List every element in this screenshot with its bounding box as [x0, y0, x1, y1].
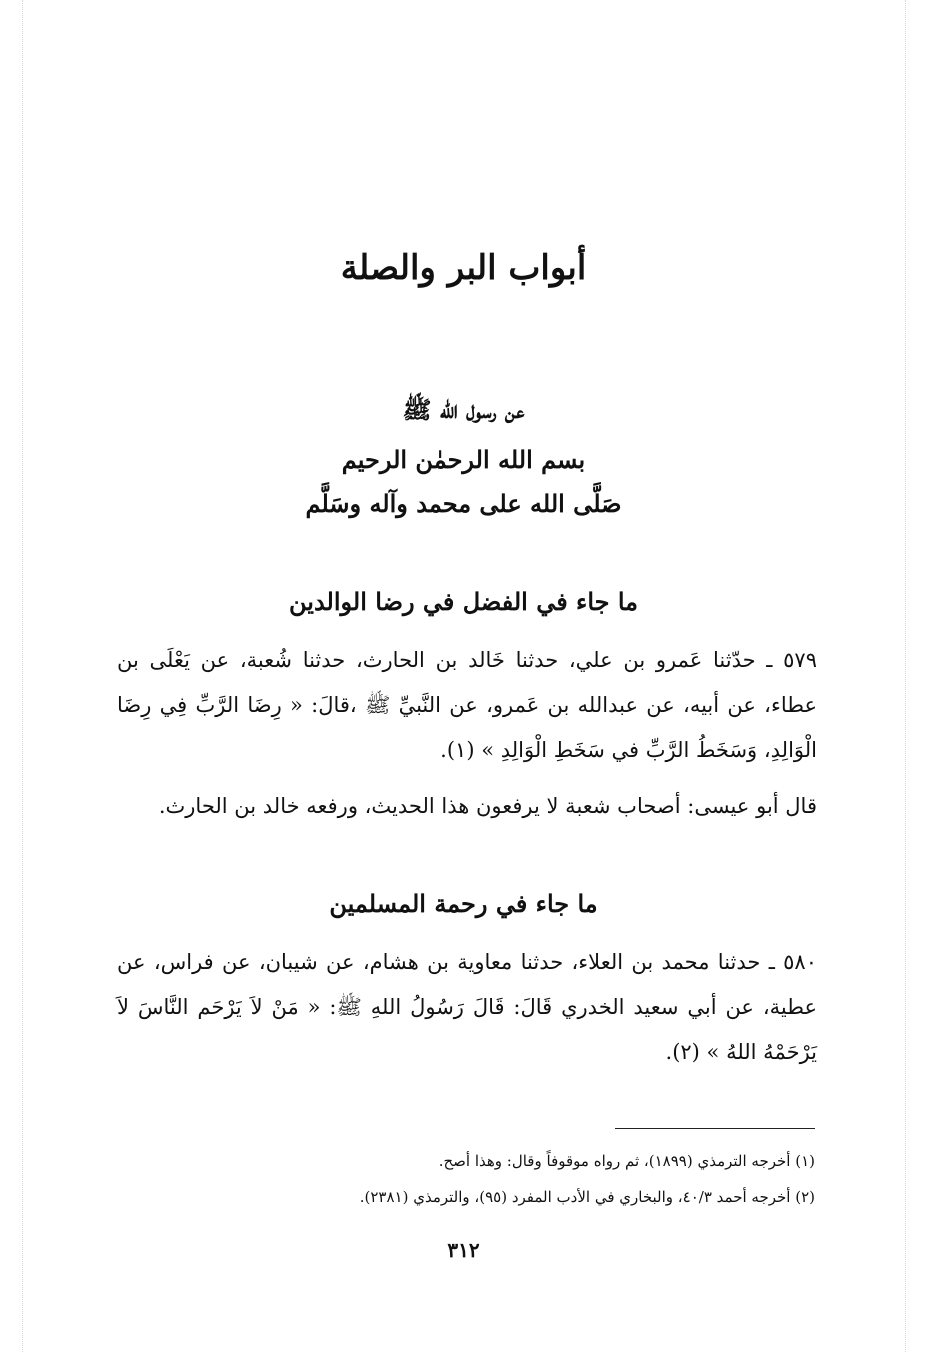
section-heading-mercy: ما جاء في رحمة المسلمين — [329, 889, 598, 918]
invocation-line-3: صَلَّى الله على محمد وآله وسَلَّم — [305, 489, 622, 518]
footnote-1: (١) أخرجه الترمذي (١٨٩٩)، ثم رواه موقوفاً وقال: وهذا أصح. — [438, 1152, 815, 1170]
footnote-2: (٢) أخرجه أحمد ٤٠/٣، والبخاري في الأدب المفرد (٩٥)، والترمذي (٢٣٨١). — [359, 1188, 815, 1206]
page-number: ٣١٢ — [447, 1238, 480, 1262]
invocation-line-1: عن رسول الله ﷺ — [402, 395, 525, 424]
hadith-579: ٥٧٩ ـ حدّثنا عَمرو بن علي، حدثنا خَالد بن الحارث، حدثنا شُعبة، عن يَعْلَى بن عطاء، عن أبيه، عن عبدالله بن عَمرو، عن النَّبيِّ ﷺ ،قالَ: « رِضَا الرَّبِّ فِي رِضَا الْوَالِدِ، وَسَخَطُ الرَّبِّ في سَخَطِ الْوَالِدِ » (١). — [117, 648, 817, 762]
abu-isa-comment: قال أبو عيسى: أصحاب شعبة لا يرفعون هذا الحديث، ورفعه خالد بن الحارث. — [158, 794, 817, 818]
hadith-580: ٥٨٠ ـ حدثنا محمد بن العلاء، حدثنا معاوية بن هشام، عن شيبان، عن فراس، عن عطية، عن أبي سعيد الخدري قَالَ: قَالَ رَسُولُ اللهِ ﷺ: « مَنْ لاَ يَرْحَم النَّاسَ لاَ يَرْحَمْهُ اللهُ » (٢). — [117, 950, 817, 1064]
chapter-title: أبواب البر والصلة — [340, 248, 587, 288]
section-heading-parents: ما جاء في الفضل في رضا الوالدين — [289, 587, 638, 616]
page-margin-dots-right — [905, 0, 906, 1352]
footnote-divider — [615, 1128, 815, 1129]
invocation-line-2: بسم الله الرحمٰن الرحيم — [341, 445, 586, 474]
page-margin-dots-left — [22, 0, 23, 1352]
